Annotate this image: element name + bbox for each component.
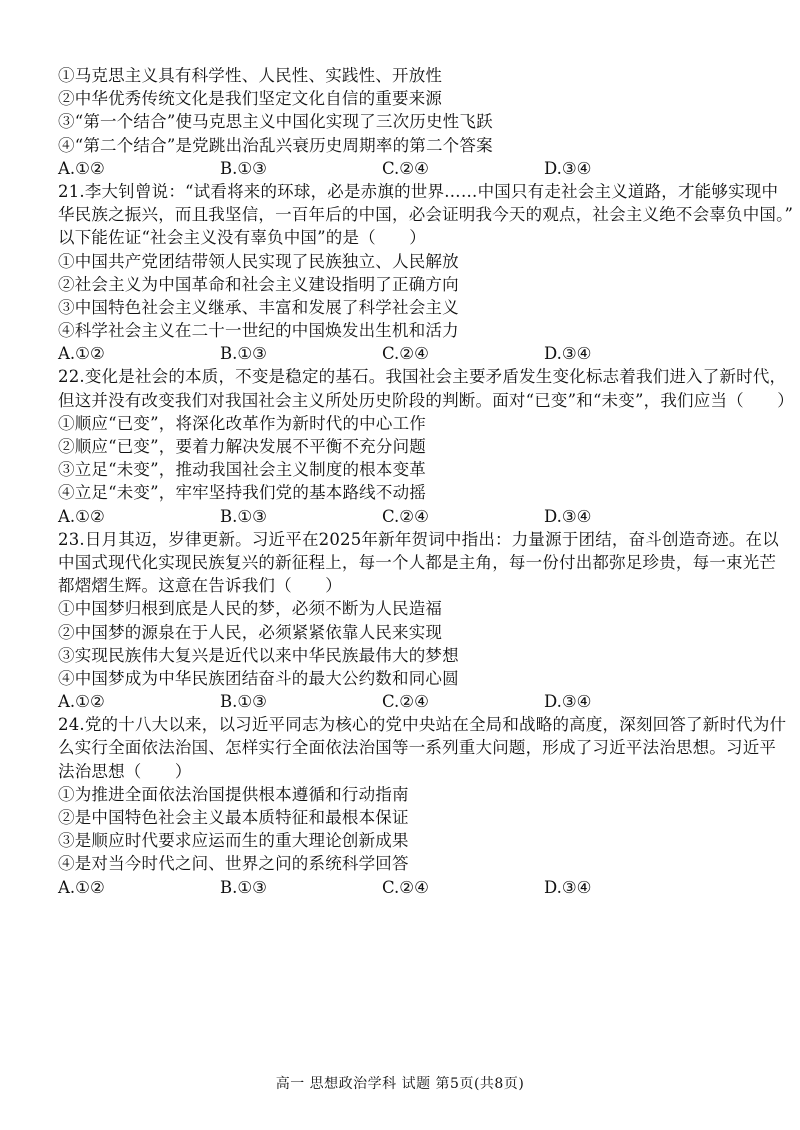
- option-line: ④“第二个结合”是党跳出治乱兴衰历史周期率的第二个答案: [58, 135, 493, 155]
- option-line: ②中国梦的源泉在于人民，必须紧紧依靠人民来实现: [58, 622, 443, 642]
- choice-a: A.①②: [58, 506, 105, 526]
- choice-b: B.①③: [220, 692, 267, 712]
- answer-choices: [58, 876, 758, 899]
- option-line: ③实现民族伟大复兴是近代以来中华民族最伟大的梦想: [58, 645, 459, 665]
- option-line: ①为推进全面依法治国提供根本遵循和行动指南: [58, 784, 409, 804]
- option-line: ①中国共产党团结带领人民实现了民族独立、人民解放: [58, 251, 459, 271]
- page-content: [58, 64, 794, 899]
- question-24: [58, 713, 787, 899]
- choice-d: D.③④: [544, 344, 592, 364]
- option-line: ②中华优秀传统文化是我们坚定文化自信的重要来源: [58, 89, 443, 109]
- choice-a: A.①②: [58, 158, 105, 178]
- choice-d: D.③④: [544, 506, 592, 526]
- choice-d: D.③④: [544, 877, 592, 897]
- question-stem-line: 么实行全面依法治国、怎样实行全面依法治国等一系列重大问题，形成了习近平法治思想。习近平: [58, 738, 777, 758]
- choice-c: C.②④: [382, 506, 429, 526]
- choice-c: C.②④: [382, 692, 429, 712]
- choice-c: C.②④: [382, 344, 429, 364]
- question-21: [58, 180, 794, 366]
- option-line: ①顺应“已变”，将深化改革作为新时代的中心工作: [58, 413, 426, 433]
- choice-b: B.①③: [220, 506, 267, 526]
- choice-d: D.③④: [544, 692, 592, 712]
- choice-d: D.③④: [544, 158, 592, 178]
- choice-a: A.①②: [58, 692, 105, 712]
- question-20-tail: [58, 64, 758, 180]
- question-stem-line: 都熠熠生辉。这意在告诉我们（ ）: [58, 576, 342, 596]
- choice-b: B.①③: [220, 877, 267, 897]
- choice-b: B.①③: [220, 344, 267, 364]
- option-line: ③是顺应时代要求应运而生的重大理论创新成果: [58, 831, 409, 851]
- question-23: [58, 528, 779, 714]
- answer-choices: [58, 157, 758, 180]
- choice-b: B.①③: [220, 158, 267, 178]
- option-line: ①中国梦归根到底是人民的梦，必须不断为人民造福: [58, 599, 443, 619]
- question-stem-line: 以下能佐证“社会主义没有辜负中国”的是（ ）: [58, 228, 426, 248]
- choice-a: A.①②: [58, 344, 105, 364]
- question-stem-line: 华民族之振兴，而且我坚信，一百年后的中国，必会证明我今天的观点，社会主义绝不会辜负中国。”: [58, 205, 794, 225]
- option-line: ③“第一个结合”使马克思主义中国化实现了三次历史性飞跃: [58, 112, 493, 132]
- option-line: ④是对当今时代之问、世界之问的系统科学回答: [58, 854, 409, 874]
- choice-a: A.①②: [58, 877, 105, 897]
- question-stem-line: 法治思想（ ）: [58, 761, 192, 781]
- option-line: ②社会主义为中国革命和社会主义建设指明了正确方向: [58, 274, 459, 294]
- question-stem-line: 中国式现代化实现民族复兴的新征程上，每一个人都是主角，每一份付出都弥足珍贵，每一束光芒: [58, 552, 777, 572]
- option-line: ③中国特色社会主义继承、丰富和发展了科学社会主义: [58, 297, 459, 317]
- option-line: ②是中国特色社会主义最本质特征和最根本保证: [58, 808, 409, 827]
- question-stem-line: 21.李大钊曾说：“试看将来的环球，必是赤旗的世界……中国只有走社会主义道路，才能够实现中: [58, 181, 779, 201]
- page-footer: 高一 思想政治学科 试题 第5页(共8页): [275, 1076, 525, 1092]
- question-stem-line: 24.党的十八大以来，以习近平同志为核心的党中央站在全局和战略的高度，深刻回答了新时代为什: [58, 715, 787, 735]
- question-stem-line: 22.变化是社会的本质，不变是稳定的基石。我国社会主要矛盾发生变化标志着我们进入了新时代，: [58, 367, 787, 387]
- question-stem-line: 23.日月其迈，岁律更新。习近平在2025年新年贺词中指出：力量源于团结，奋斗创造奇迹。在以: [58, 529, 779, 549]
- answer-choices: [58, 690, 758, 713]
- option-line: ④立足“未变”，牢牢坚持我们党的基本路线不动摇: [58, 483, 426, 503]
- option-line: ③立足“未变”，推动我国社会主义制度的根本变革: [58, 460, 426, 480]
- answer-choices: [58, 342, 758, 365]
- choice-c: C.②④: [382, 877, 429, 897]
- question-stem-line: 但这并没有改变我们对我国社会主义所处历史阶段的判断。面对“已变”和“未变”，我们应当（ ）: [58, 390, 794, 410]
- option-line: ①马克思主义具有科学性、人民性、实践性、开放性: [58, 66, 443, 85]
- option-line: ②顺应“已变”，要着力解决发展不平衡不充分问题: [58, 437, 426, 456]
- question-22: [58, 365, 794, 527]
- option-line: ④中国梦成为中华民族团结奋斗的最大公约数和同心圆: [58, 668, 459, 688]
- choice-c: C.②④: [382, 158, 429, 178]
- option-line: ④科学社会主义在二十一世纪的中国焕发出生机和活力: [58, 321, 459, 341]
- answer-choices: [58, 505, 758, 528]
